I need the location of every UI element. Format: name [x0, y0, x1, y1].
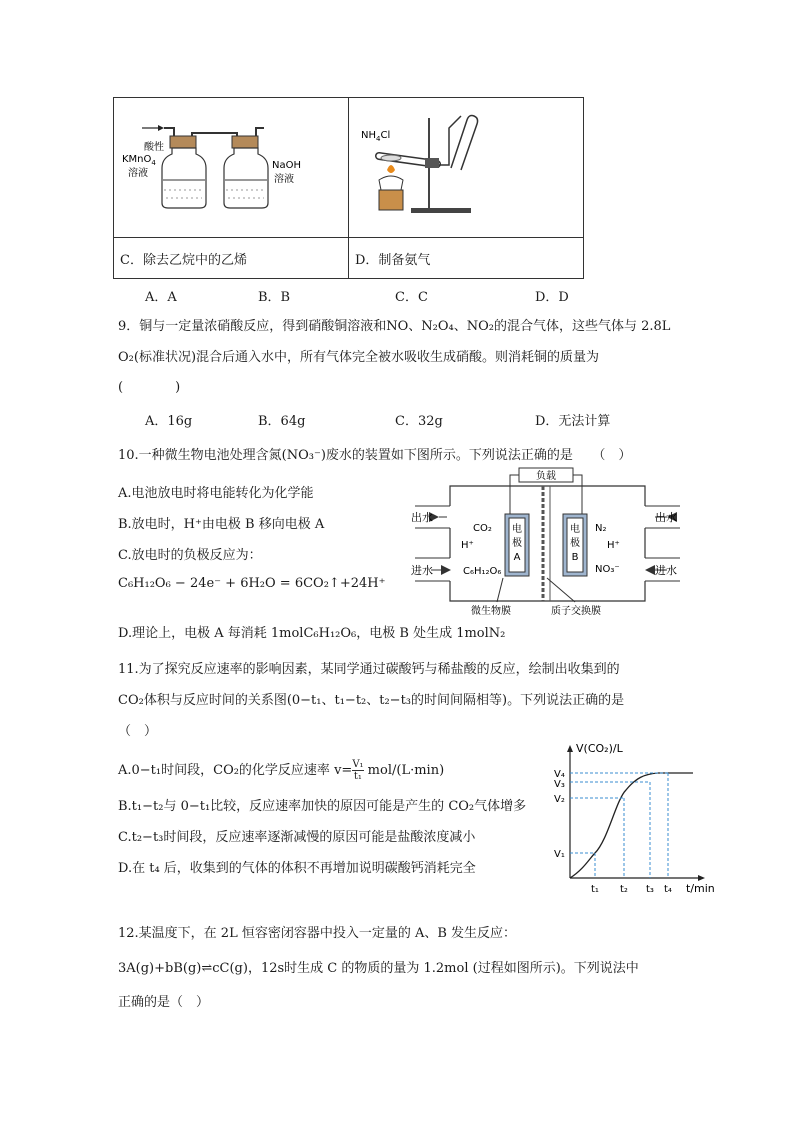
electrode-b-char2: 极	[570, 538, 580, 549]
kmno4-label: KMnO$_4$	[122, 154, 156, 167]
q10-option-a[interactable]: A.电池放电时将电能转化为化学能	[118, 486, 314, 501]
co2-label: CO₂	[473, 523, 492, 534]
h-right-label: H⁺	[607, 540, 620, 551]
outlet-right-label: 出水	[655, 511, 677, 524]
y-tick-v4: V₄	[554, 769, 565, 780]
electrode-a-char2: 极	[512, 538, 522, 549]
q11-option-c[interactable]: C.t₂−t₃时间段，反应速率逐渐减慢的原因可能是盐酸浓度减小	[118, 830, 476, 845]
load-label: 负载	[536, 471, 556, 482]
acid-label: 酸性	[144, 142, 164, 153]
q11-answer-blank: （ ）	[118, 724, 158, 739]
fraction-denominator: t₁	[353, 771, 362, 782]
q11-option-a[interactable]: A.0−t₁时间段，CO₂的化学反应速率 v= $\frac{\text{V₁}}{\text{t₁}}$ mol/(L·min)	[118, 759, 445, 782]
q9-option-c[interactable]: C．32g	[395, 414, 443, 429]
microbial-cell-diagram	[405, 466, 697, 616]
q11-stem-line2: CO₂体积与反应时间的关系图(0−t₁、t₁−t₂、t₂−t₃的时间间隔相等)。下列说法正确的是	[118, 693, 625, 708]
y-tick-v2: V₂	[554, 794, 565, 805]
chart-ylabel: V(CO₂)/L	[576, 742, 623, 755]
ammonia-prep-diagram	[349, 98, 583, 233]
pem-label: 质子交换膜	[551, 606, 601, 616]
caption-d: D．制备氨气	[349, 238, 584, 279]
q12-stem-line3: 正确的是（ ）	[118, 995, 210, 1010]
q9-stem-line2: O₂(标准状况)混合后通入水中，所有气体完全被水吸收生成硝酸。则消耗铜的质量为	[118, 350, 600, 365]
q10-option-c-equation: C₆H₁₂O₆ − 24e⁻ + 6H₂O = 6CO₂↑+24H⁺	[118, 576, 386, 591]
x-tick-t4: t₄	[664, 884, 672, 895]
q9-option-d[interactable]: D．无法计算	[535, 414, 611, 429]
co2-volume-time-chart	[548, 740, 718, 900]
q11-option-d[interactable]: D.在 t₄ 后，收集到的气体的体积不再增加说明碳酸钙消耗完全	[118, 861, 476, 876]
x-tick-t3: t₃	[646, 884, 654, 895]
no3-label: NO₃⁻	[595, 564, 620, 575]
q10-option-c[interactable]: C.放电时的负极反应为：	[118, 548, 262, 563]
electrode-a-char1: 电	[512, 524, 522, 535]
q8-option-a[interactable]: A．A	[145, 290, 177, 305]
q8-option-c[interactable]: C．C	[395, 290, 428, 305]
q10-option-b[interactable]: B.放电时，H⁺由电极 B 移向电极 A	[118, 517, 325, 532]
electrode-b-char3: B	[571, 552, 579, 563]
q12-stem-line1: 12.某温度下，在 2L 恒容密闭容器中投入一定量的 A、B 发生反应：	[118, 926, 517, 941]
solution-label-1: 溶液	[128, 168, 148, 179]
n2-label: N₂	[595, 523, 607, 534]
outlet-left-label: 出水	[411, 511, 433, 524]
q9-option-a[interactable]: A．16g	[145, 414, 193, 429]
h-left-label: H⁺	[461, 540, 474, 551]
q10-stem: 10.一种微生物电池处理含氮(NO₃⁻)废水的装置如下图所示。下列说法正确的是 （ ）	[118, 448, 632, 463]
x-tick-t2: t₂	[620, 884, 628, 895]
q9-option-b[interactable]: B．64g	[258, 414, 306, 429]
nh4cl-label: $NH_4Cl$	[361, 130, 391, 143]
caption-c: C．除去乙烷中的乙烯	[114, 238, 349, 279]
electrode-a-char3: A	[513, 552, 521, 563]
q8-option-b[interactable]: B．B	[258, 290, 291, 305]
naoh-label: NaOH	[272, 160, 301, 171]
y-tick-v1: V₁	[554, 849, 565, 860]
y-tick-v3: V₃	[554, 779, 565, 790]
wash-bottles-cell	[114, 98, 349, 238]
biofilm-label: 微生物膜	[471, 606, 511, 616]
q12-stem-line2: 3A(g)+bB(g)⇌cC(g)，12s时生成 C 的物质的量为 1.2mol (过程如图所示)。下列说法中	[118, 961, 639, 976]
solution-label-2: 溶液	[274, 174, 294, 185]
inlet-right-label: 进水	[655, 564, 677, 577]
chart-xlabel: t/min	[686, 882, 715, 895]
q9-answer-blank: ( )	[118, 380, 181, 395]
q9-stem-line1: 9．铜与一定量浓硝酸反应，得到硝酸铜溶液和NO、N₂O₄、NO₂的混合气体，这些气体与 2.8L	[118, 319, 671, 334]
q10-option-d[interactable]: D.理论上，电极 A 每消耗 1molC₆H₁₂O₆，电极 B 处生成 1molN₂	[118, 626, 506, 641]
electrode-b-char1: 电	[570, 524, 580, 535]
glucose-label: C₆H₁₂O₆	[463, 566, 502, 577]
q11-option-b[interactable]: B.t₁−t₂与 0−t₁比较，反应速率加快的原因可能是产生的 CO₂气体增多	[118, 799, 527, 814]
q8-option-d[interactable]: D．D	[535, 290, 569, 305]
ammonia-prep-cell	[349, 98, 584, 238]
wash-bottles-diagram	[114, 98, 348, 233]
q8-apparatus-table	[113, 97, 584, 279]
q11-stem-line1: 11.为了探究反应速率的影响因素，某同学通过碳酸钙与稀盐酸的反应，绘制出收集到的	[118, 662, 620, 677]
inlet-left-label: 进水	[411, 564, 433, 577]
x-tick-t1: t₁	[591, 884, 599, 895]
fraction-numerator: V₁	[352, 759, 364, 770]
